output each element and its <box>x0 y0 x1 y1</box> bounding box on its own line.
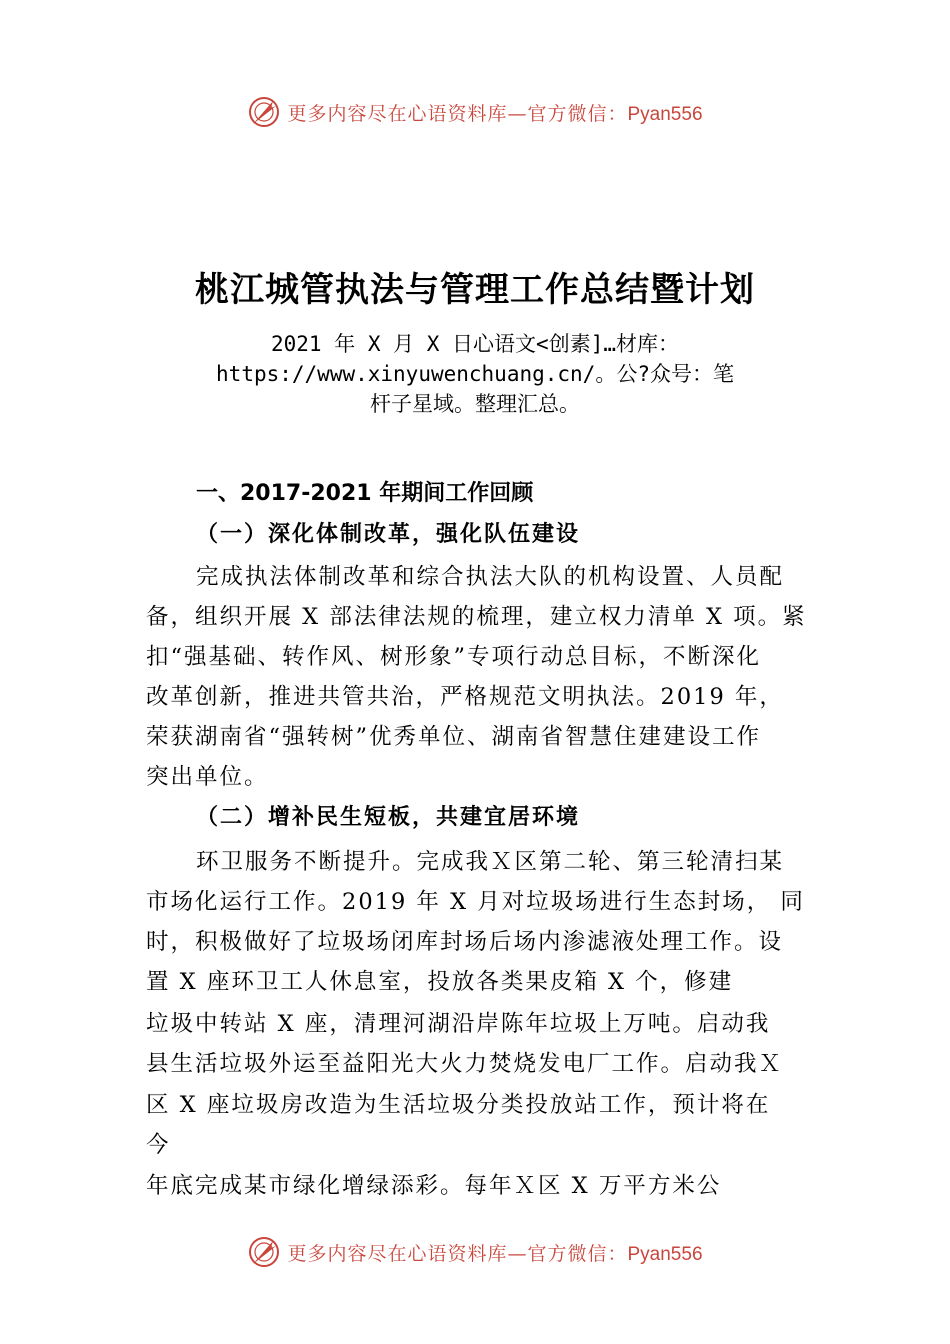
page-title: 桃江城管执法与管理工作总结暨计划 <box>195 270 755 310</box>
paragraph-line: 荣获湖南省“强转树”优秀单位、湖南省智慧住建建设工作 <box>146 724 762 750</box>
paragraph-line: 备，组织开展 X 部法律法规的梳理，建立权力清单 X 项。紧 <box>146 604 807 630</box>
subsection-heading: （二）增补民生短板，共建宜居环境 <box>196 804 581 830</box>
paragraph-line: 今 <box>146 1132 171 1158</box>
watermark-wechat-id: Pyan556 <box>627 1243 703 1265</box>
watermark-text: 更多内容尽在心语资料库—官方微信：Pyan556 <box>287 1242 703 1265</box>
paragraph-line: 县生活垃圾外运至益阳光大火力焚烧发电厂工作。启动我Ｘ <box>146 1051 784 1077</box>
watermark-text: 更多内容尽在心语资料库—官方微信：Pyan556 <box>287 102 703 125</box>
paragraph-line: 环卫服务不断提升。完成我Ｘ区第二轮、第三轮清扫某 <box>196 849 785 875</box>
subtitle-line: 杆子星域。整理汇总。 <box>370 392 580 416</box>
paragraph-line: 突出单位。 <box>146 764 269 790</box>
paragraph-line: 改革创新，推进共管共治，严格规范文明执法。2019 年， <box>146 684 784 710</box>
paragraph-line: 垃圾中转站 X 座，清理河湖沿岸陈年垃圾上万吨。启动我 <box>146 1011 771 1037</box>
subtitle-line: https://www.xinyuwenchuang.cn/。公?众号：笔 <box>216 362 734 386</box>
section-heading: 一、2017-2021 年期间工作回顾 <box>196 481 534 506</box>
paragraph-line: 时，积极做好了垃圾场闭库封场后场内渗滤液处理工作。设 <box>146 929 784 955</box>
quill-logo-icon <box>247 95 281 129</box>
subsection-heading: （一）深化体制改革，强化队伍建设 <box>196 521 581 547</box>
paragraph-line: 扣“强基础、转作风、树形象”专项行动总目标，不断深化 <box>146 644 762 670</box>
watermark-wechat-id: Pyan556 <box>627 103 703 125</box>
watermark-header <box>0 92 950 132</box>
paragraph-line: 市场化运行工作。2019 年 X 月对垃圾场进行生态封场， 同 <box>146 889 805 915</box>
paragraph-line: 年底完成某市绿化增绿添彩。每年Ｘ区 X 万平方米公 <box>146 1173 722 1199</box>
quill-logo-icon <box>247 1235 281 1269</box>
watermark-footer <box>0 1232 950 1272</box>
subtitle-line: 2021 年 X 月 X 日心语文<创素]…材库： <box>270 332 679 356</box>
paragraph-line: 完成执法体制改革和综合执法大队的机构设置、人员配 <box>196 564 785 590</box>
paragraph-line: 区 X 座垃圾房改造为生活垃圾分类投放站工作，预计将在 <box>146 1092 771 1118</box>
paragraph-line: 置 X 座环卫工人休息室，投放各类果皮箱 X 个，修建 <box>146 969 734 995</box>
